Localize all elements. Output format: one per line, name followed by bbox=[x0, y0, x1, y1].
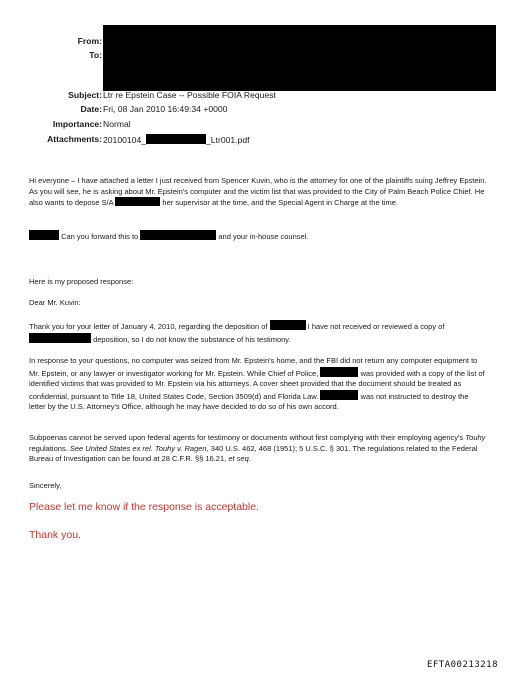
redaction-box bbox=[29, 333, 91, 343]
text: In response to your questions, no computer was seized from Mr. Epstein's home, and the FBI did not return any computer equipment to Mr. Epstein, or any lawyer or investigator working for Mr. Epstein. While Chief of Police, bbox=[29, 356, 478, 378]
redaction-box bbox=[146, 134, 206, 144]
note-acceptable: Please let me know if the response is acceptable. bbox=[29, 501, 259, 513]
importance-value: Normal bbox=[103, 119, 131, 129]
text: . bbox=[248, 454, 251, 464]
body-paragraph-6 bbox=[29, 356, 487, 413]
citation: See United States ex rel. Touhy v. Ragen bbox=[69, 443, 207, 453]
text: regulations. bbox=[29, 443, 70, 453]
attachment-link[interactable] bbox=[103, 134, 250, 146]
body-paragraph-1 bbox=[29, 176, 487, 209]
text: was not instructed to destroy the letter by the U.S. Attorney's Office, although he may have decided to do so of his own accord. bbox=[29, 391, 469, 412]
from-label: From: bbox=[77, 36, 102, 46]
subject-value: Ltr re Epstein Case -- Possible FOIA Request bbox=[103, 90, 276, 100]
body-paragraph-2 bbox=[29, 230, 487, 243]
redaction-box bbox=[140, 230, 216, 240]
note-thank-you: Thank you. bbox=[29, 529, 81, 541]
text: Touhy bbox=[465, 433, 486, 442]
redaction-box bbox=[270, 320, 306, 330]
body-paragraph-7 bbox=[29, 433, 487, 465]
text: her supervisor at the time, and the Special Agent in Charge at the time. bbox=[160, 198, 398, 208]
salutation: Dear Mr. Kuvin: bbox=[29, 298, 81, 307]
redaction-box bbox=[115, 197, 160, 206]
text: Thank you for your letter of January 4, 2010, regarding the deposition of bbox=[29, 322, 270, 331]
text: Can you forward this to bbox=[59, 232, 141, 241]
text: deposition, so I do not know the substance of his testimony. bbox=[91, 334, 291, 344]
to-label: To: bbox=[89, 50, 102, 60]
redaction-box bbox=[29, 230, 59, 240]
text: , 340 U.S. 462, 468 (1951); 5 U.S.C. § 301. The regulations related to the Federal Bureau of Investigation can be found at 28 C.F.R. §§ 16.21, bbox=[29, 443, 478, 464]
text: et seq bbox=[228, 454, 249, 464]
attachment-prefix: 20100104_ bbox=[103, 135, 147, 145]
attachment-suffix: _Ltr001.pdf bbox=[206, 135, 250, 145]
text: Hi everyone – I have attached a letter I just received from Spencer Kuvin, who is the attorney for one of the plaintiffs suing Jeffrey Epstein. As you will see, he is asking about Mr. Epstein's computer and the victim list that was provided to the City of Palm Beach Police Chief. He also wants to depose S/A bbox=[29, 176, 487, 208]
text: was provided with a copy of the list of identified victims that was provided to Mr. Epstein via his attorneys. A cover sheet provided that the document should be treated as confidential, pursuant to Title 18, United States Code, Section 3509(d) and Florida Law. bbox=[29, 368, 485, 401]
redaction-box bbox=[320, 367, 358, 377]
subject-label: Subject: bbox=[68, 90, 102, 100]
text: I have not received or reviewed a copy of bbox=[305, 322, 445, 331]
body-paragraph-3: Here is my proposed response: bbox=[29, 277, 134, 286]
text: Subpoenas cannot be served upon federal agents for testimony or documents without first complying with their employing agency's bbox=[29, 433, 466, 442]
importance-label: Importance: bbox=[52, 119, 102, 129]
text: and your in-house counsel. bbox=[216, 232, 309, 241]
redacted-recipients bbox=[103, 25, 496, 91]
redaction-box bbox=[320, 390, 358, 400]
sign-off: Sincerely, bbox=[29, 481, 62, 490]
date-label: Date: bbox=[80, 104, 102, 114]
document-id: EFTA00213218 bbox=[426, 660, 498, 670]
attachments-label: Attachments: bbox=[47, 134, 102, 144]
body-paragraph-5 bbox=[29, 320, 487, 345]
date-value: Fri, 08 Jan 2010 16:49:34 +0000 bbox=[103, 104, 228, 114]
